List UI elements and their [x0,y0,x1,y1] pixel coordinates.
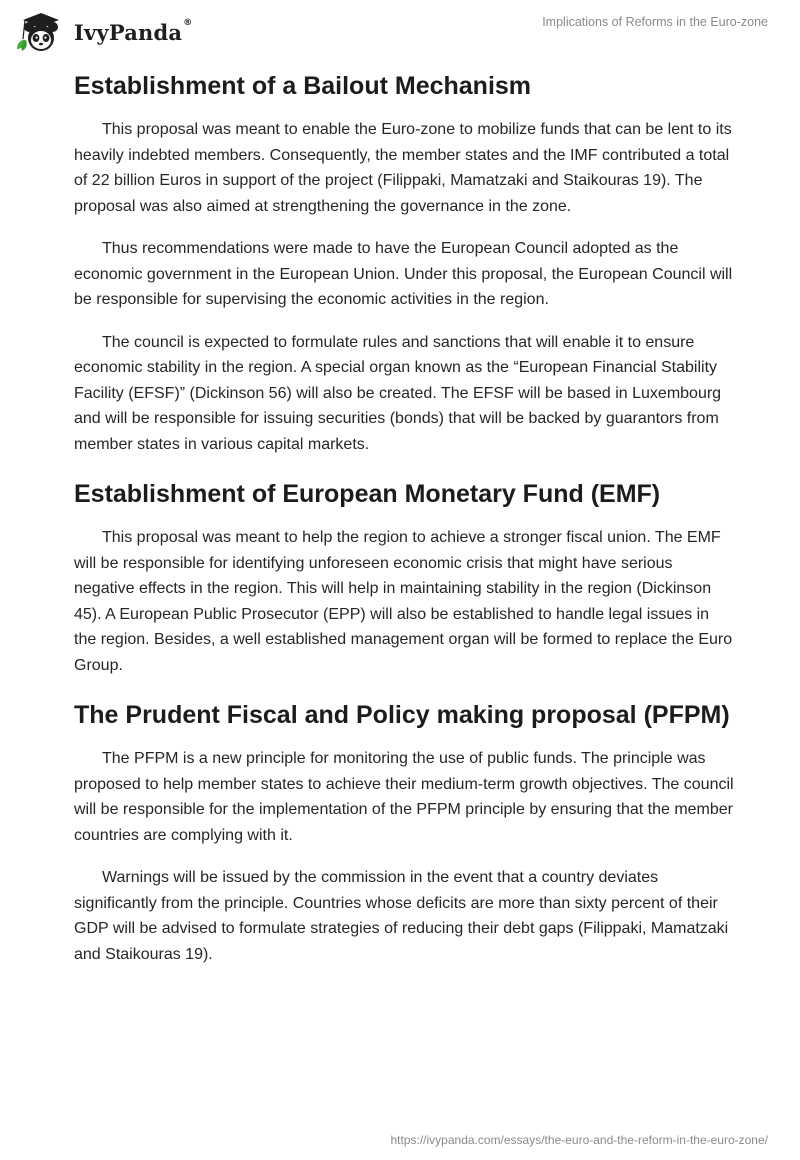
paragraph: The PFPM is a new principle for monitoring the use of public funds. The principle was proposed to help member states to achieve their medium-term growth objectives. The council will be responsible for the implementation of the PFPM principle by ensuring that the member countries are complying with it. [74,750,734,844]
source-url[interactable]: https://ivypanda.com/essays/the-euro-and-the-reform-in-the-euro-zone/ [390,1133,768,1147]
section-emf [74,478,734,678]
section-heading: Establishment of European Monetary Fund (EMF) [74,480,661,508]
paragraph: This proposal was meant to enable the Euro-zone to mobilize funds that can be lent to its heavily indebted members. Consequently, the member states and the IMF contributed a total of 22 billion Euros in support of the project (Filippaki, Mamatzaki and Staikouras 19). The proposal was also aimed at strengthening the governance in the zone. [74,121,732,215]
section-heading: Establishment of a Bailout Mechanism [74,72,532,100]
paragraph: Thus recommendations were made to have the European Council adopted as the economic government in the European Union. Under this proposal, the European Council will be responsible for supervising the economic activities in the region. [74,240,733,308]
paragraph: Warnings will be issued by the commission in the event that a country deviates significantly from the principle. Countries whose deficits are more than sixty percent of their GDP will be advised to formulate strategies of reducing their debt gaps (Filippaki, Mamatzaki and Staikouras 19). [74,869,729,963]
section-pfpm [74,699,734,967]
ivypanda-logo[interactable] [14,9,192,55]
brand-name: IvyPanda® [74,17,193,45]
paragraph: The council is expected to formulate rules and sanctions that will enable it to ensure economic stability in the region. A special organ known as the “European Financial Stability Facility (EFSF)” (Dickinson 56) will also be created. The EFSF will be based in Luxembourg and will be responsible for issuing securities (bonds) that will be backed by guarantors from member states in various capital markets. [74,333,722,453]
essay-content [74,70,734,984]
page-header [0,0,800,64]
section-bailout-mechanism [74,70,734,457]
panda-graduation-cap-icon [14,9,70,55]
document-title: Implications of Reforms in the Euro-zone [542,15,768,29]
section-heading: The Prudent Fiscal and Policy making proposal (PFPM) [74,701,730,729]
registered-mark: ® [183,17,193,28]
paragraph: This proposal was meant to help the region to achieve a stronger fiscal union. The EMF will be responsible for identifying unforeseen economic crisis that might have serious negative effects in the region. This will help in maintaining stability in the region (Dickinson 45). A European Public Prosecutor (EPP) will also be established to handle legal issues in the region. Besides, a well established management organ will be formed to replace the Euro Group. [74,529,733,674]
